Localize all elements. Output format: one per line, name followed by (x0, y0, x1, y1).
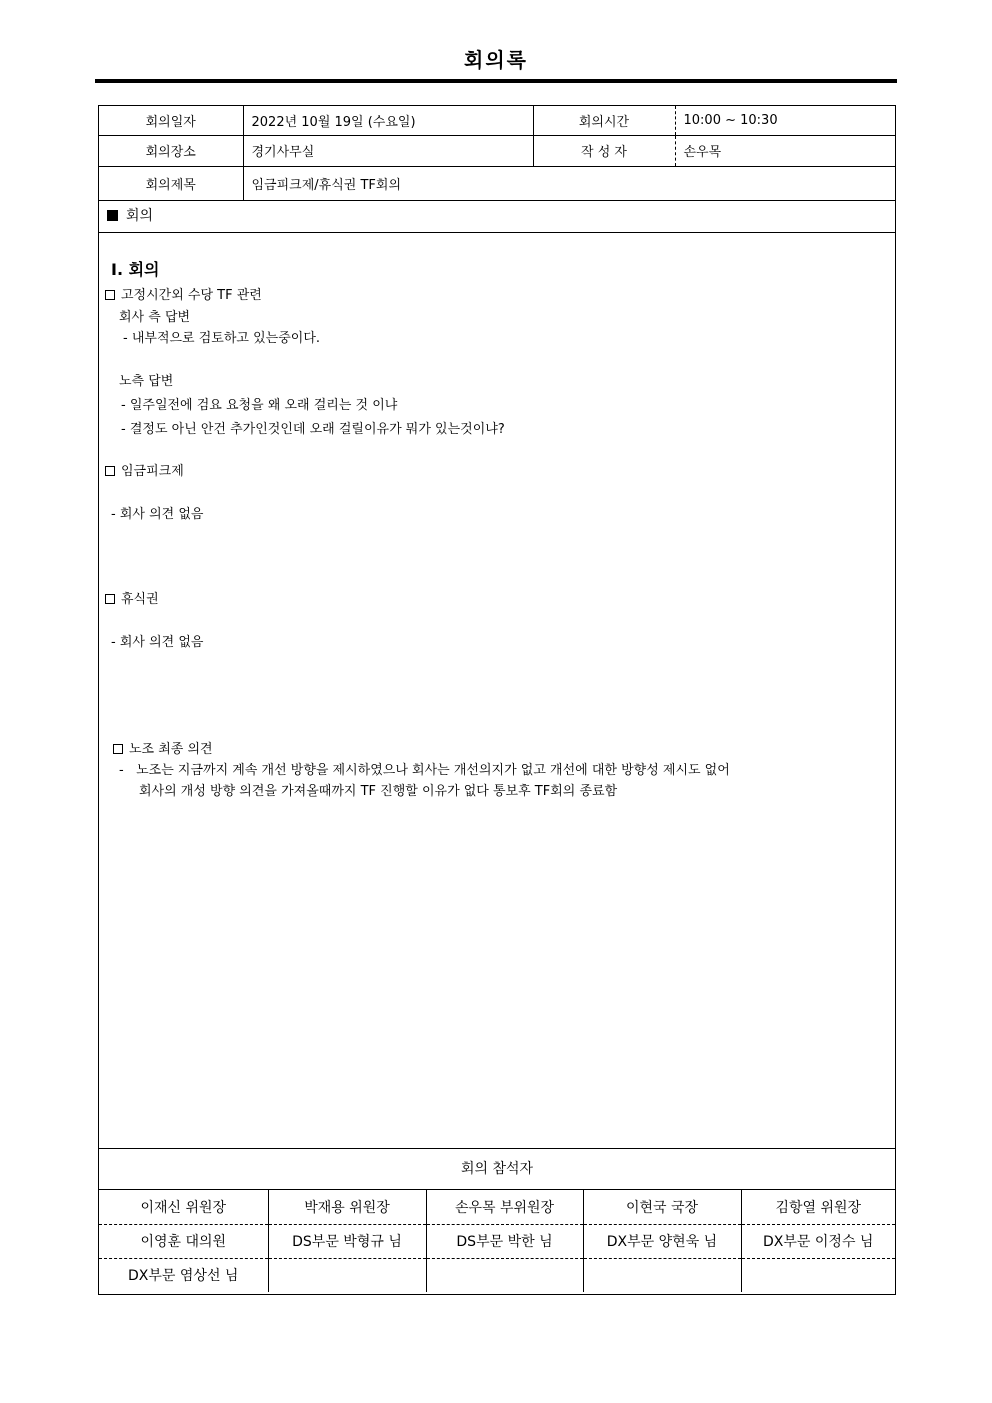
attendee-cell: DX부문 염상선 님 (128, 1268, 239, 1285)
topic1-company-item: - 내부적으로 검토하고 있는중이다. (123, 331, 321, 346)
date-label: 회의일자 (99, 106, 243, 135)
topic3-item: - 회사 의견 없음 (111, 635, 204, 650)
info-row-date (99, 106, 895, 135)
attendees-row (99, 1190, 895, 1224)
attendees-row (99, 1224, 895, 1258)
attendee-cell: 김항열 위원장 (741, 1190, 895, 1224)
writer-label: 작 성 자 (533, 135, 675, 166)
meeting-info-table (99, 106, 895, 201)
section-label: 회의 (126, 208, 154, 224)
topic3-title: 휴식권 (105, 588, 159, 607)
topic2-item: - 회사 의견 없음 (111, 507, 204, 522)
info-row-subject (99, 166, 895, 200)
attendee-cell-empty (583, 1258, 741, 1292)
attendee-cell: 이현국 국장 (583, 1190, 741, 1224)
date-value: 2022년 10월 19일 (수요일) (243, 106, 533, 135)
subject-value: 임금피크제/휴식권 TF회의 (243, 166, 895, 200)
minutes-frame (98, 105, 896, 1295)
checkbox-square-icon (113, 744, 123, 754)
checkbox-square-icon (105, 594, 115, 604)
topic1-title: 고정시간외 수당 TF 관련 (105, 284, 262, 303)
place-label: 회의장소 (99, 135, 243, 166)
filled-square-icon (107, 210, 118, 221)
attendee-cell-empty (426, 1258, 583, 1292)
attendees-title: 회의 참석자 (99, 1148, 895, 1190)
checkbox-square-icon (105, 466, 115, 476)
time-value: 10:00 ~ 10:30 (675, 106, 895, 135)
attendee-cell: 이재신 위원장 (99, 1190, 268, 1224)
attendee-cell: DS부문 박형규 님 (268, 1224, 426, 1258)
info-row-place (99, 135, 895, 166)
attendee-cell: DX부문 이정수 님 (741, 1224, 895, 1258)
writer-value: 손우목 (675, 135, 895, 166)
topic4-title: 노조 최종 의견 (113, 738, 213, 757)
topic4-item1: - 노조는 지금까지 계속 개선 방향을 제시하였으나 회사는 개선의지가 없고 개선에 대한 방향성 제시도 없어 (119, 763, 730, 778)
attendees-table (99, 1190, 895, 1292)
time-label: 회의시간 (533, 106, 675, 135)
place-value: 경기사무실 (243, 135, 533, 166)
topic1-company-label: 회사 측 답변 (119, 310, 191, 325)
attendee-cell: 이영훈 대의원 (99, 1224, 268, 1258)
document-title: 회의록 (464, 48, 528, 72)
attendee-cell-empty (741, 1258, 895, 1292)
attendee-cell: DS부문 박한 님 (426, 1224, 583, 1258)
title-rule (95, 79, 897, 83)
attendees-section (99, 1148, 895, 1292)
subject-label: 회의제목 (99, 166, 243, 200)
attendee-cell-empty (268, 1258, 426, 1292)
content-heading: Ⅰ. 회의 (111, 260, 160, 279)
topic2-title: 임금피크제 (105, 460, 184, 479)
checkbox-square-icon (105, 290, 115, 300)
topic1-union-item2: - 결정도 아닌 안건 추가인것인데 오래 걸릴이유가 뭐가 있는것이냐? (121, 422, 505, 437)
topic1-union-label: 노측 답변 (119, 374, 174, 389)
attendee-cell: 박재용 위원장 (268, 1190, 426, 1224)
attendees-row (99, 1258, 895, 1292)
section-header (99, 200, 895, 233)
topic1-union-item1: - 일주일전에 검요 요청을 왜 오래 걸리는 것 이냐 (121, 398, 398, 413)
attendee-cell: DX부문 양현욱 님 (583, 1224, 741, 1258)
topic4-item2: 회사의 개성 방향 의견을 가져올때까지 TF 진행할 이유가 없다 통보후 TF회의 종료함 (139, 784, 618, 799)
attendee-cell: 손우목 부위원장 (426, 1190, 583, 1224)
